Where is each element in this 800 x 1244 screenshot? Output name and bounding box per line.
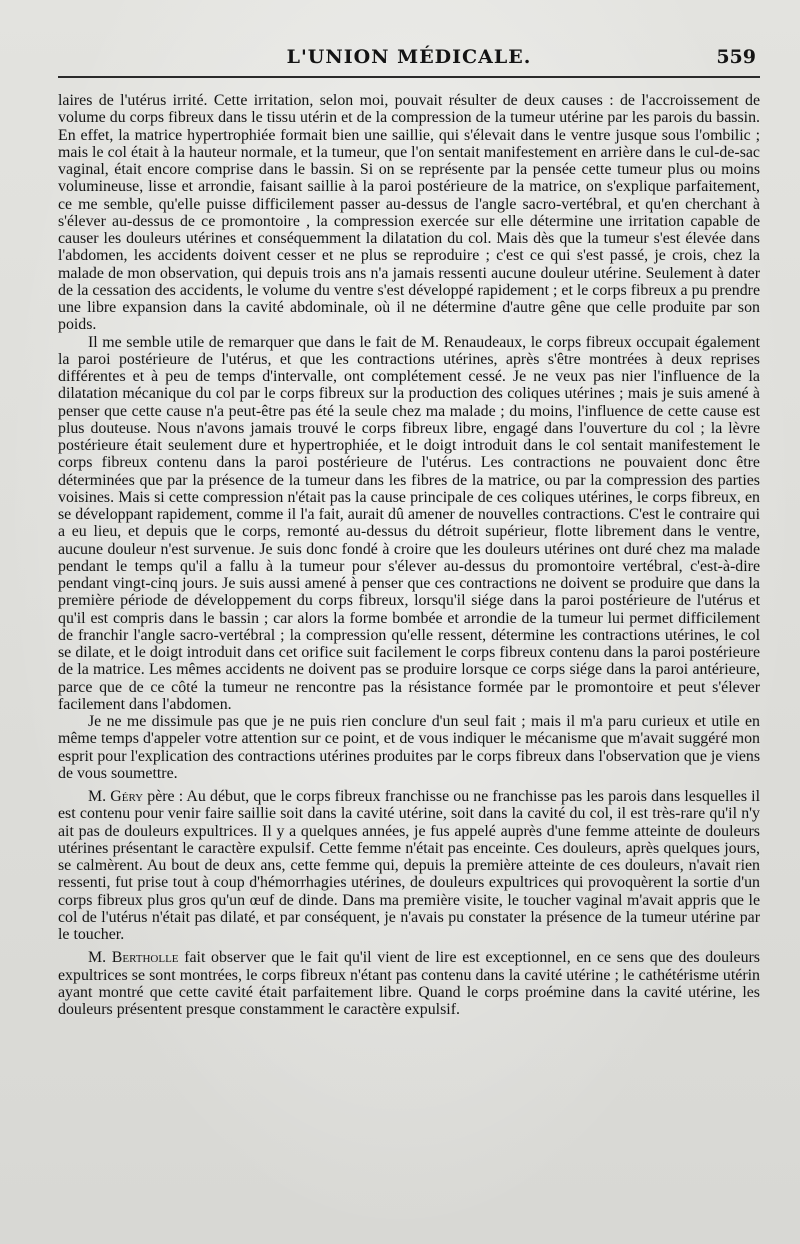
paragraph-5 (58, 949, 760, 1018)
paragraph-1-text: laires de l'utérus irrité. Cette irritation, selon moi, pouvait résulter de deux causes : de l'accroissement de volume du corps fibreux dans le tissu utérin et de la compression de la tumeur utérine par les parois du bassin. En effet, la matrice hypertrophiée formait bien une saillie, qui s'élevait dans le ventre jusque sous l'ombilic ; mais le col était à la hauteur normale, et la tumeur, que l'on sentait manifestement en arrière dans le cul-de-sac vaginal, était encore comprise dans le bassin. Si on se représente par la pensée cette tumeur plus ou moins volumineuse, lisse et arrondie, faisant saillie à la paroi postérieure de la matrice, on s'explique parfaitement, ce me semble, qu'elle puisse difficilement passer au-dessus de l'angle sacro-vertébral, et qu'en cherchant à s'élever au-dessus de ce promontoire , la compression exercée sur elle détermine une irritation capable de causer les douleurs utérines et conséquemment la dilatation du col. Mais dès que la tumeur s'est élevée dans l'abdomen, les accidents doivent cesser et ne plus se reproduire ; c'est ce qui s'est passé, je crois, chez la malade de mon observation, qui depuis trois ans n'a jamais ressenti aucune douleur utérine. Seulement à dater de la cessation des accidents, le volume du ventre s'est développé rapidement ; et le corps fibreux a pu prendre une libre expansion dans la cavité abdominale, où il ne détermine d'autre gêne que celle produite par son poids. (58, 92, 760, 334)
paragraph-3 (58, 713, 760, 782)
running-header (58, 46, 760, 78)
speaker-name-gery: M. Géry (88, 788, 144, 805)
paragraph-2 (58, 334, 760, 714)
journal-title: L'UNION MÉDICALE. (286, 46, 532, 68)
paragraph-3-text: Je ne me dissimule pas que je ne puis rien conclure d'un seul fait ; mais il m'a paru curieux et utile en même temps d'appeler votre attention sur ce point, et de vous indiquer le mécanisme que m'avait suggéré mon esprit pour l'explication des contractions utérines produites par le corps fibreux dans l'observation que je viens de vous soumettre. (58, 713, 760, 782)
paragraph-5-text: fait observer que le fait qu'il vient de lire est exceptionnel, en ce sens que des douleurs expultrices se sont montrées, le corps fibreux n'étant pas contenu dans la cavité utérine ; le cathétérisme utérin ayant montré que cette cavité était parfaitement libre. Quand le corps proémine dans la cavité utérine, les douleurs présentent presque constamment le caractère expulsif. (58, 949, 760, 1018)
page-number: 559 (716, 46, 756, 68)
speaker-name-bertholle: M. Bertholle (88, 949, 179, 967)
paragraph-2-text: Il me semble utile de remarquer que dans le fait de M. Renaudeaux, le corps fibreux occupait également la paroi postérieure de l'utérus, et que les contractions utérines, après s'être montrées à deux reprises différentes et à peu de temps d'intervalle, ont complétement cessé. Je ne veux pas nier l'influence de la dilatation mécanique du col par le corps fibreux sur la production des coliques utérines ; mais je suis amené à penser que cette cause n'a peut-être pas été la seule chez ma malade ; du moins, l'influence de cette cause est plus douteuse. Nous n'avons jamais trouvé le corps fibreux libre, engagé dans l'ouverture du col ; la lèvre postérieure était seulement dure et hypertrophiée, et le doigt introduit dans le col sentait manifestement le corps fibreux contenu dans la paroi postérieure de l'utérus. Les contractions ne pouvaient donc être déterminées que par la présence de la tumeur dans les fibres de la matrice, ou par la compression des parties voisines. Mais si cette compression n'était pas la cause principale de ces coliques utérines, le corps fibreux, en se développant rapidement, comme il l'a fait, aurait dû amener de nouvelles contractions. C'est le contraire qui a eu lieu, et depuis que le corps, remonté au-dessus du détroit supérieur, flotte librement dans le ventre, aucune douleur n'est survenue. Je suis donc fondé à croire que les douleurs utérines ont duré chez ma malade pendant le temps qu'il a fallu à la tumeur pour s'élever au-dessus du promontoire vertébral, c'est-à-dire pendant vingt-cinq jours. Je suis aussi amené à penser que ces contractions ne doivent se produire que dans la première période de développement du corps fibreux, lorsqu'il siége dans la paroi postérieure de l'utérus et qu'il est compris dans le bassin ; car alors la forme bombée et arrondie de la tumeur lui permet difficilement de franchir l'angle sacro-vertébral ; la compression qu'elle ressent, détermine les contractions utérines, le col se dilate, et le doigt introduit dans cet orifice suit facilement le corps fibreux contenu dans la paroi postérieure de la matrice. Les mêmes accidents ne doivent pas se produire lorsque ce corps siége dans la paroi antérieure, parce que de ce côté la tumeur ne rencontre pas la résistance formée par le promontoire et peut s'élever facilement dans l'abdomen. (58, 333, 760, 713)
paragraph-4 (58, 788, 760, 943)
paragraph-4-text: père : Au début, que le corps fibreux franchisse ou ne franchisse pas les parois dans lesquelles il est contenu pour venir faire saillie soit dans la cavité utérine, soit dans la cavité du col, il est très-rare qu'il n'y ait pas de douleurs expultrices. Il y a quelques années, je fus appelé auprès d'une femme atteinte de douleurs utérines présentant le caractère expulsif. Cette femme n'était pas enceinte. Ces douleurs, après quelques jours, se calmèrent. Au bout de deux ans, cette femme qui, depuis la première atteinte de ces douleurs, n'avait rien ressenti, fut prise tout à coup d'hémorrhagies utérines, de douleurs expultrices qui provoquèrent la sortie d'un corps fibreux plus gros qu'un œuf de dinde. Dans ma première visite, le toucher vaginal m'avait appris que le col de l'utérus n'était pas dilaté, et par conséquent, je n'avais pu constater la présence de la tumeur utérine par le toucher. (58, 788, 760, 943)
paragraph-1 (58, 92, 760, 334)
article-body (58, 92, 760, 1018)
show-through-shadow (120, 1208, 740, 1222)
